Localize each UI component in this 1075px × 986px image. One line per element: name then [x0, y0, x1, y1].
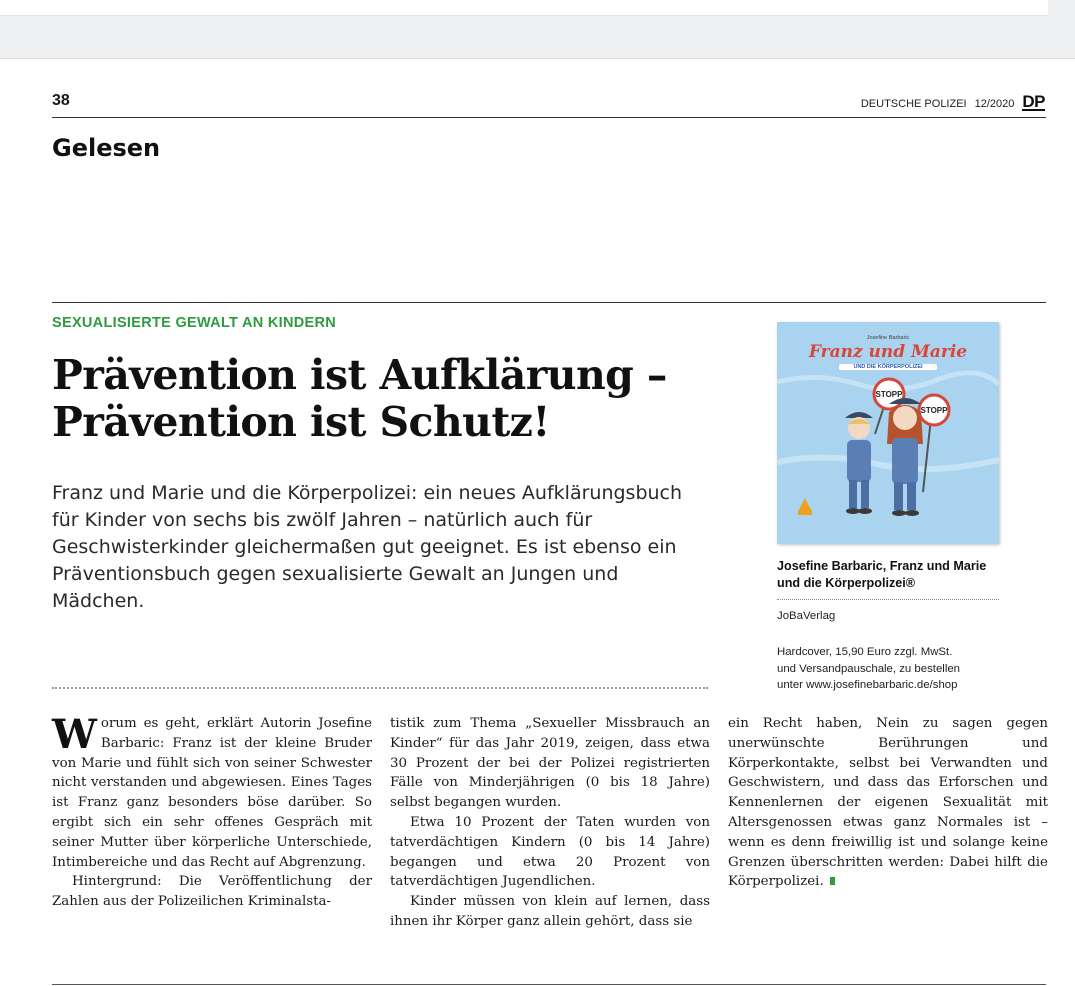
page-number: 38 [52, 92, 70, 109]
headline-line-2: Prävention ist Schutz! [52, 398, 550, 446]
article-kicker: SEXUALISIERTE GEWALT AN KINDERN [52, 315, 337, 331]
cover-author: Josefine Barbaric [866, 335, 910, 341]
lead-divider [52, 687, 708, 689]
book-publisher: JoBaVerlag [777, 610, 836, 622]
article-headline [52, 352, 732, 446]
body-column-3 [728, 714, 1048, 892]
col1-p1-text: orum es geht, erklärt Autorin Josefine Barbaric: Franz ist der kleine Bruder von Marie und fühlt sich von seiner Schwester nicht verstanden und abgewiesen. Eines Tages ist Franz ganz besonders böse darüber. So ergibt sich ein sehr offenes Gespräch mit seiner Mutter über körperliche Unterschiede, Intimbereiche und das Recht auf Abgrenzung. [52, 716, 372, 870]
issue-number: 12/2020 [974, 98, 1015, 110]
headline-line-1: Prävention ist Aufklärung – [52, 351, 667, 399]
cover-title: Franz und Marie [808, 342, 968, 362]
viewer-toolbar [0, 0, 1075, 59]
viewer-tab-strip [0, 0, 1048, 16]
body-column-1 [52, 711, 372, 912]
masthead [861, 94, 1045, 111]
col3-paragraph-1 [728, 714, 1048, 892]
stop-sign-right-text: STOPP [920, 406, 948, 415]
drop-cap: W [52, 711, 97, 758]
col1-paragraph-1 [52, 711, 372, 872]
caption-divider [777, 599, 999, 600]
book-details-line-1: Hardcover, 15,90 Euro zzgl. MwSt. [777, 646, 953, 658]
stop-sign-left-text: STOPP [875, 390, 903, 399]
dp-logo: DP [1022, 92, 1045, 111]
book-details-line-2: und Versandpauschale, zu bestellen [777, 662, 961, 675]
magazine-name: DEUTSCHE POLIZEI [860, 98, 967, 110]
body-column-2 [390, 714, 710, 932]
book-cover-image [777, 322, 999, 544]
article-top-rule [52, 302, 1046, 303]
col1-paragraph-2: Hintergrund: Die Veröffentlichung der Zahlen aus der Polizeilichen Kriminalsta- [52, 874, 372, 910]
col2-paragraph-2: Etwa 10 Prozent der Taten wurden von tatverdächtigen Kindern (0 bis 14 Jahre) begangen und etwa 20 Prozent von tatverdächtigen Jugendlichen. [390, 814, 710, 890]
col3-p1-text: ein Recht haben, Nein zu sagen gegen unerwünschte Berührungen und Körperkontakte, selbst bei Verwandten und Geschwistern, und dass das Erforschen und Kennenlernen der eigenen Sexualität mit Altersgenossen etwas ganz Normales ist – wenn es denn freiwillig ist und solange keine Grenzen überschritten werden: Dabei hilft die Körperpolizei. [728, 716, 1048, 890]
book-shop-link[interactable]: unter www.josefinebarbaric.de/shop [777, 679, 958, 691]
book-details [777, 644, 1017, 694]
cover-subtitle: UND DIE KÖRPERPOLIZEI [839, 364, 937, 370]
footer-rule [52, 984, 1046, 985]
header-rule [52, 117, 1046, 118]
col2-paragraph-3: Kinder müssen von klein auf lernen, dass ihnen ihr Körper ganz allein gehört, dass sie [390, 894, 710, 929]
end-of-article-mark [830, 877, 835, 885]
col2-paragraph-1: tistik zum Thema „Sexueller Missbrauch an Kinder“ für das Jahr 2019, zeigen, dass etwa 30 Prozent der bei der Polizei registrierten Fälle von Minderjährigen (0 bis 18 Jahre) selbst begangen wurden. [390, 716, 710, 811]
book-caption-title: Josefine Barbaric, Franz und Marie und die Körperpolizei® [777, 559, 987, 590]
article-lead: Franz und Marie und die Körperpolizei: ein neues Aufklärungsbuch für Kinder von sechs bis zwölf Jahren – natürlich auch für Geschwisterkinder gleichermaßen gut geeignet. Es ist ebenso ein Präventionsbuch gegen sexualisierte Gewalt an Jungen und Mädchen. [52, 482, 683, 612]
section-title: Gelesen [52, 134, 161, 162]
